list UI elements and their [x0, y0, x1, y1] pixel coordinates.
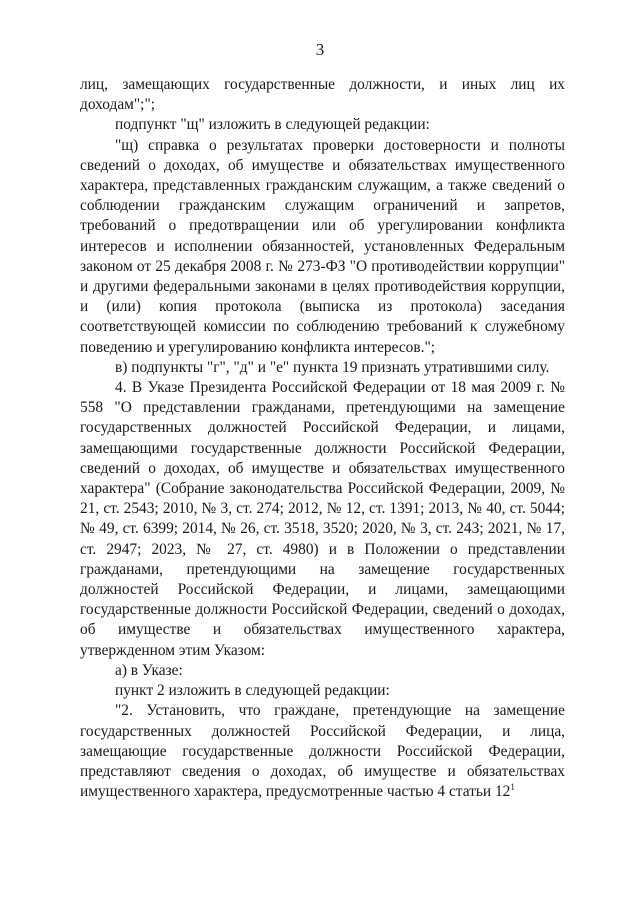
paragraph-item-v: в) подпункты "г", "д" и "е" пункта 19 признать утратившими силу.: [115, 358, 550, 376]
paragraph-point-2-text: [80, 701, 565, 802]
page-number: 3: [315, 40, 325, 59]
paragraph-item-a: а) в Указе:: [115, 661, 183, 679]
paragraph-continuation: лиц, замещающих государственные должности, и иных лиц их доходам";";: [80, 76, 565, 114]
paragraph-item-4: 4. В Указе Президента Российской Федерации от 18 мая 2009 г. № 558 "О представлении гражданами, претендующими на замещение государственных должностей Российской Федерации, и лицами, замещающими государственные должности Российской Федерации, сведений о доходах, об имуществе и обязательствах имущественного характера" (Собрание законодательства Российской Федерации, 2009, № 21, ст. 2543; 2010, № 3, ст. 274; 2012, № 12, ст. 1391; 2013, № 40, ст. 5044; № 49, ст. 6399; 2014, № 26, ст. 3518, 3520; 2020, № 3, ст. 243; 2021, № 17, ст. 2947; 2023, № 27, ст. 4980) и в Положении о представлении гражданами, претендующими на замещение государственных должностей Российской Федерации, и лицами, замещающими государственные должности Российской Федерации, сведений о доходах, об имуществе и обязательствах имущественного характера, утвержденном этим Указом:: [80, 379, 565, 659]
paragraph-subitem-shch-heading: подпункт "щ" изложить в следующей редакции:: [115, 116, 430, 134]
article-superscript: 1: [510, 781, 515, 792]
paragraph-subitem-shch-text: "щ) справка о результатах проверки достоверности и полноты сведений о доходах, об имуществе и обязательствах имущественного характера, представленных гражданским служащим, а также сведений о соблюдении гражданским служащим ограничений и запретов, требований о предотвращении или об урегулировании конфликта интересов и исполнении обязанностей, установленных Федеральным законом от 25 декабря 2008 г. № 273-ФЗ "О противодействии коррупции" и другими федеральными законами в целях противодействия коррупции, и (или) копия протокола (выписка из протокола) заседания соответствующей комиссии по соблюдению требований к служебному поведению и урегулированию конфликта интересов.";: [80, 136, 565, 356]
paragraph-point-2-heading: пункт 2 изложить в следующей редакции:: [115, 682, 390, 700]
paragraph-point-2-body: "2. Установить, что граждане, претендующие на замещение государственных должностей Российской Федерации, и лица, замещающие государственные должности Российской Федерации, представляют сведения о доходах, об имуществе и обязательствах имущественного характера, предусмотренные частью 4 статьи 12: [80, 702, 565, 801]
document-body: [80, 75, 565, 802]
